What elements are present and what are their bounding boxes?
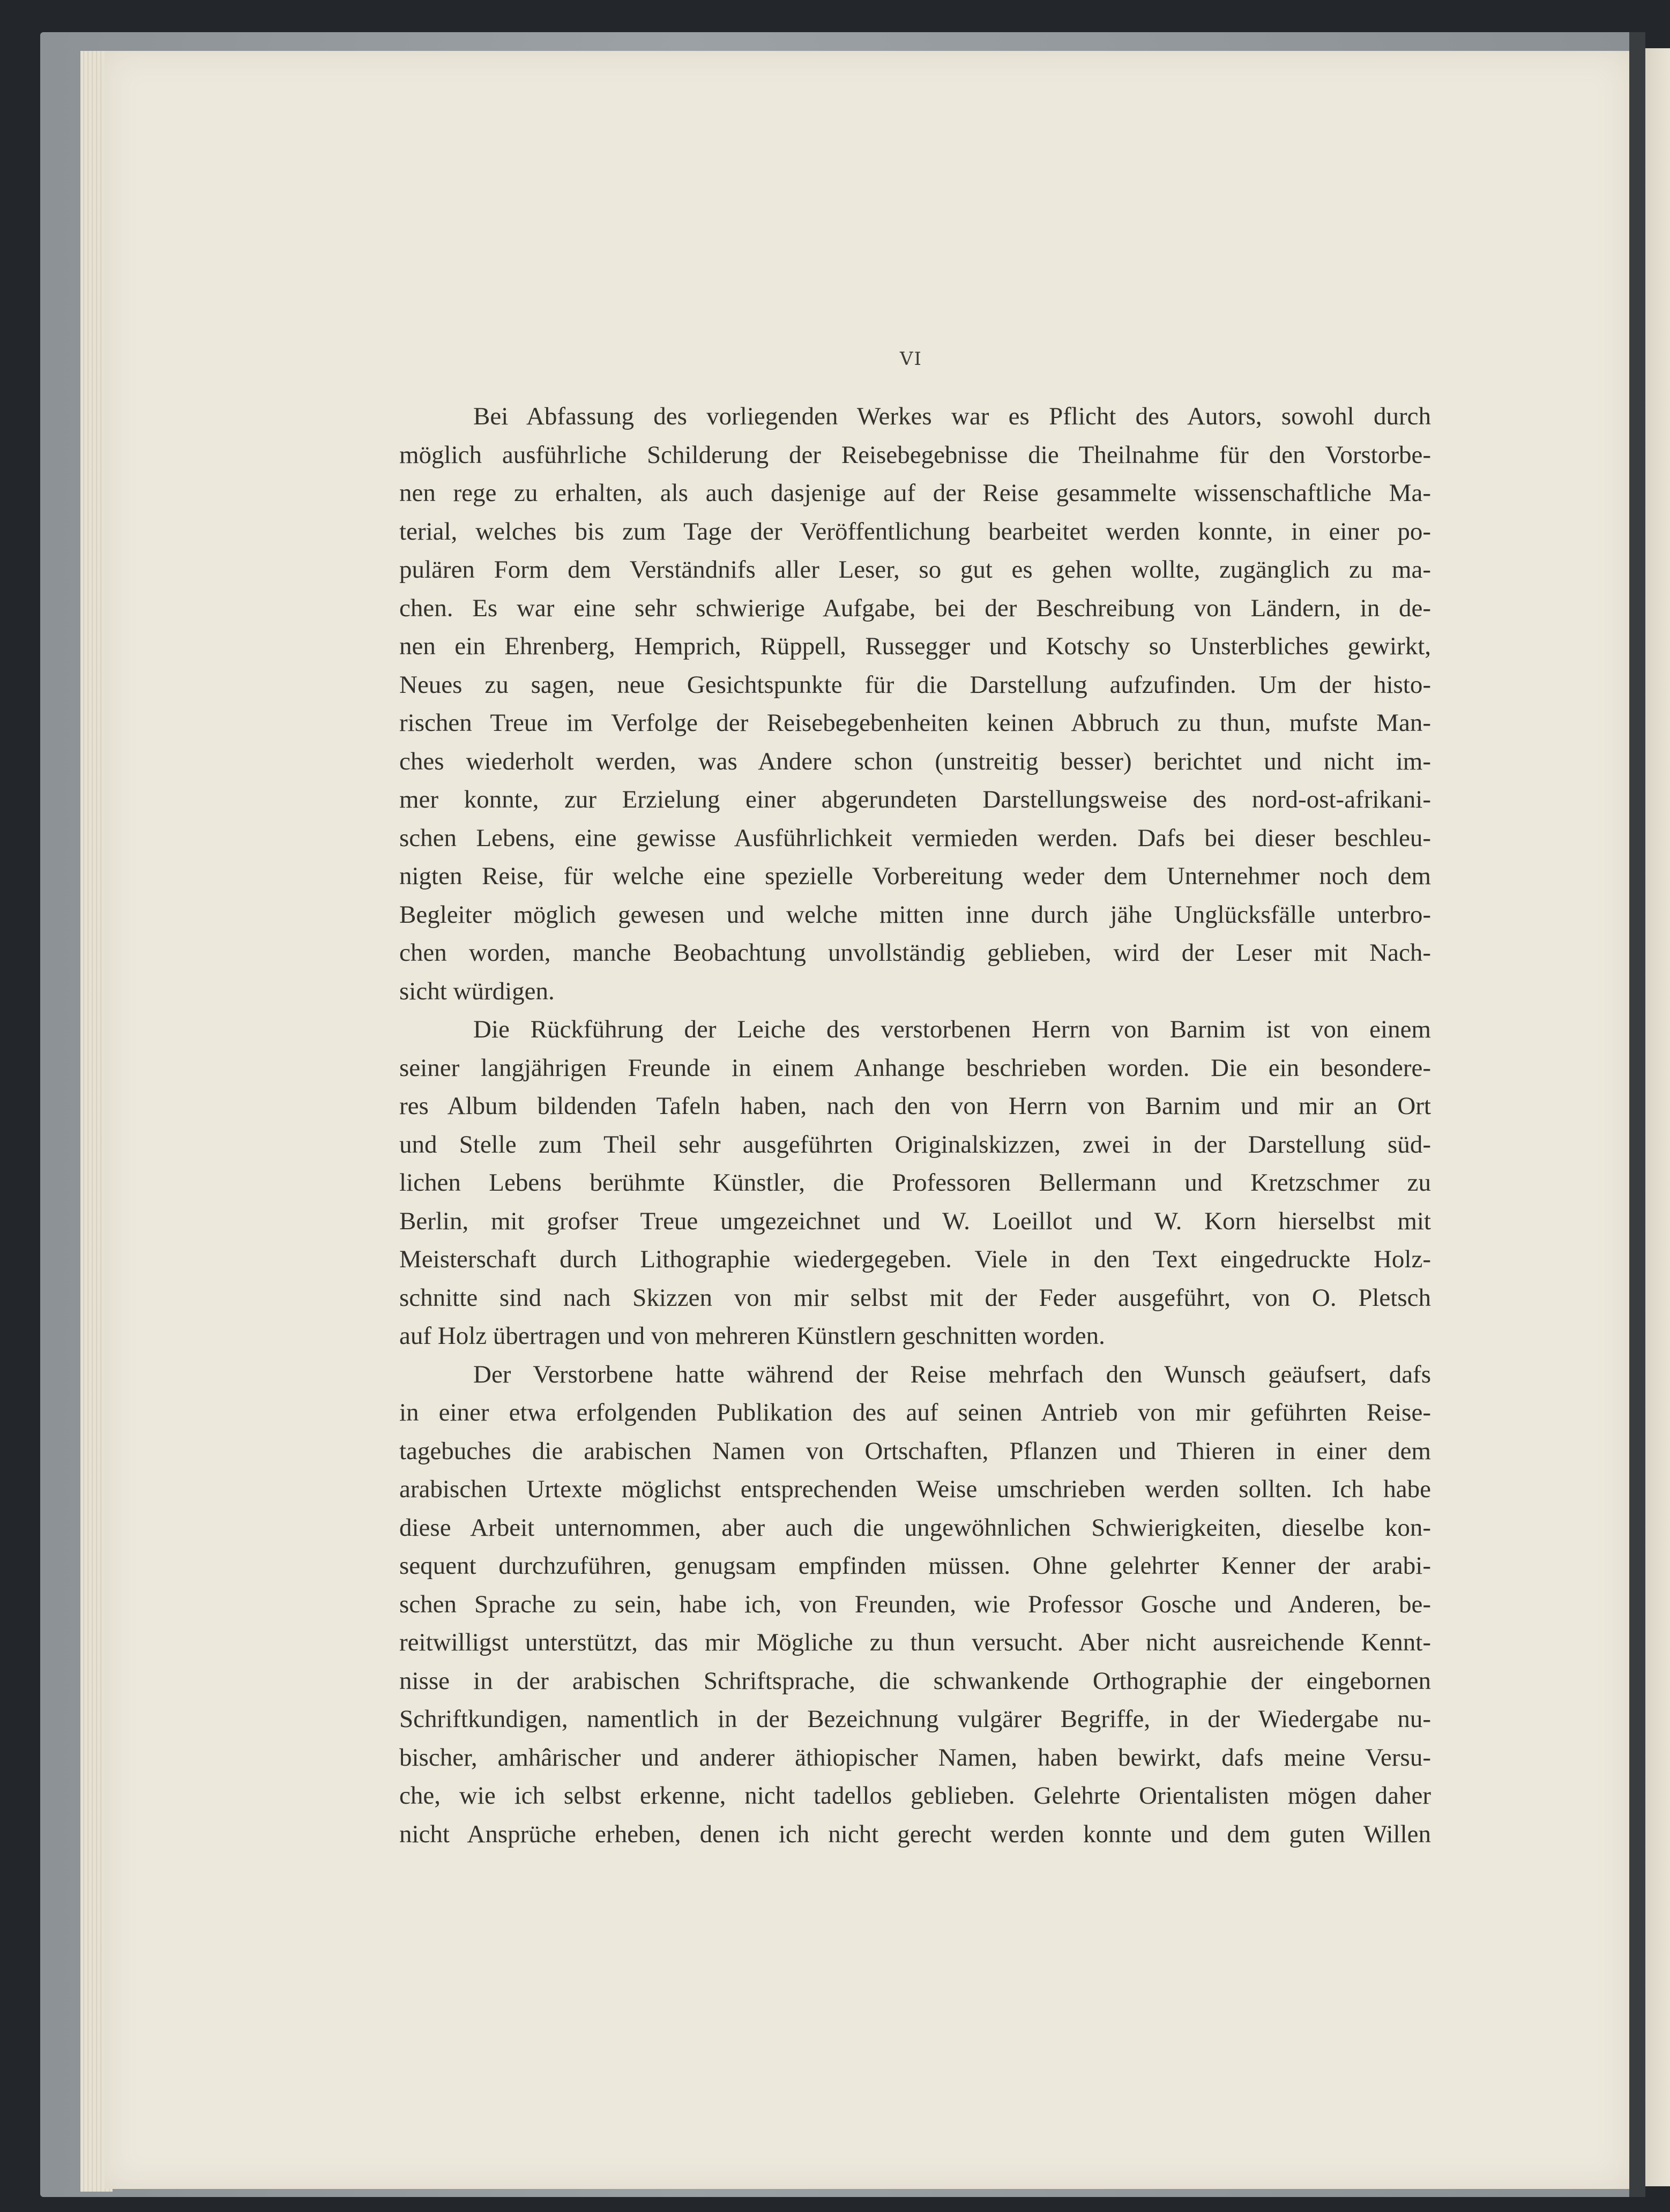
text-line: res Album bildenden Tafeln haben, nach den von Herrn von Barnim und mir an Ort	[399, 1092, 1431, 1120]
spine-gutter	[1629, 32, 1645, 2197]
text-line: reitwilligst unterstützt, das mir Mögliche zu thun versucht. Aber nicht ausreichende Kennt-	[399, 1628, 1431, 1656]
text-line: nen ein Ehrenberg, Hemprich, Rüppell, Russegger und Kotschy so Unsterbliches gewirkt,	[399, 632, 1431, 660]
text-line: nisse in der arabischen Schriftsprache, die schwankende Orthographie der eingebornen	[399, 1667, 1431, 1695]
text-line: chen. Es war eine sehr schwierige Aufgabe, bei der Beschreibung von Ländern, in de-	[399, 594, 1431, 622]
text-line: rischen Treue im Verfolge der Reisebegebenheiten keinen Abbruch zu thun, mufste Man-	[399, 709, 1431, 737]
text-line: nigten Reise, für welche eine spezielle Vorbereitung weder dem Unternehmer noch dem	[399, 862, 1431, 890]
paragraph	[399, 398, 1431, 1011]
text-line: und Stelle zum Theil sehr ausgeführten Originalskizzen, zwei in der Darstellung süd-	[399, 1130, 1431, 1159]
text-line: möglich ausführliche Schilderung der Reisebegebnisse die Theilnahme für den Vorstorbe-	[399, 440, 1431, 469]
text-line: auf Holz übertragen und von mehreren Künstlern geschnitten worden.	[399, 1322, 1105, 1350]
body-text	[399, 398, 1431, 1854]
text-line: pulären Form dem Verständnifs aller Leser, so gut es gehen wollte, zugänglich zu ma-	[399, 556, 1431, 584]
text-line: tagebuches die arabischen Namen von Ortschaften, Pflanzen und Thieren in einer dem	[399, 1437, 1431, 1465]
text-line: Begleiter möglich gewesen und welche mitten inne durch jähe Unglücksfälle unterbro-	[399, 900, 1431, 929]
text-line: Berlin, mit grofser Treue umgezeichnet und W. Loeillot und W. Korn hierselbst mit	[399, 1207, 1431, 1235]
text-line: Die Rückführung der Leiche des verstorbenen Herrn von Barnim ist von einem	[473, 1015, 1431, 1043]
text-line: Bei Abfassung des vorliegenden Werkes war es Pflicht des Autors, sowohl durch	[473, 402, 1431, 430]
text-line: nicht Ansprüche erheben, denen ich nicht gerecht werden konnte und dem guten Willen	[399, 1820, 1431, 1848]
text-line: mer konnte, zur Erzielung einer abgerundeten Darstellungsweise des nord-ost-afrikani-	[399, 786, 1431, 813]
text-line: che, wie ich selbst erkenne, nicht tadellos geblieben. Gelehrte Orientalisten mögen daher	[399, 1782, 1431, 1810]
text-line: nen rege zu erhalten, als auch dasjenige auf der Reise gesammelte wissenschaftliche Ma-	[399, 479, 1431, 507]
text-line: sicht würdigen.	[399, 977, 555, 1005]
text-line: diese Arbeit unternommen, aber auch die ungewöhnlichen Schwierigkeiten, dieselbe kon-	[399, 1513, 1431, 1542]
text-line: schen Lebens, eine gewisse Ausführlichkeit vermieden werden. Dafs bei dieser beschleu-	[399, 824, 1431, 852]
page-number: VI	[900, 348, 922, 370]
text-line: Neues zu sagen, neue Gesichtspunkte für die Darstellung aufzufinden. Um der histo-	[399, 670, 1431, 699]
text-line: ches wiederholt werden, was Andere schon (unstreitig besser) berichtet und nicht im-	[399, 747, 1431, 775]
text-line: arabischen Urtexte möglichst entsprechenden Weise umschrieben werden sollten. Ich habe	[399, 1475, 1431, 1503]
text-line: lichen Lebens berühmte Künstler, die Professoren Bellermann und Kretzschmer zu	[399, 1169, 1431, 1197]
text-line: seiner langjährigen Freunde in einem Anhange beschrieben worden. Die ein besondere-	[399, 1053, 1431, 1082]
text-line: schen Sprache zu sein, habe ich, von Freunden, wie Professor Gosche und Anderen, be-	[399, 1590, 1431, 1618]
text-line: Meisterschaft durch Lithographie wiedergegeben. Viele in den Text eingedruckte Holz-	[399, 1245, 1431, 1273]
paragraph	[399, 1356, 1431, 1854]
text-line: sequent durchzuführen, genugsam empfinden müssen. Ohne gelehrter Kenner der arabi-	[399, 1552, 1431, 1580]
text-line: Der Verstorbene hatte während der Reise mehrfach den Wunsch geäufsert, dafs	[473, 1360, 1431, 1388]
text-line: terial, welches bis zum Tage der Veröffentlichung bearbeitet werden konnte, in einer po-	[399, 517, 1431, 545]
text-line: Schriftkundigen, namentlich in der Bezeichnung vulgärer Begriffe, in der Wiedergabe nu-	[399, 1705, 1431, 1733]
text-line: chen worden, manche Beobachtung unvollständig geblieben, wird der Leser mit Nach-	[399, 939, 1431, 967]
text-line: in einer etwa erfolgenden Publikation des auf seinen Antrieb von mir geführten Reise-	[399, 1399, 1431, 1426]
next-page-edge	[1645, 48, 1670, 2186]
text-line: bischer, amhârischer und anderer äthiopischer Namen, haben bewirkt, dafs meine Versu-	[399, 1743, 1431, 1772]
paragraph	[399, 1011, 1431, 1356]
text-line: schnitte sind nach Skizzen von mir selbst mit der Feder ausgeführt, von O. Pletsch	[399, 1283, 1431, 1312]
